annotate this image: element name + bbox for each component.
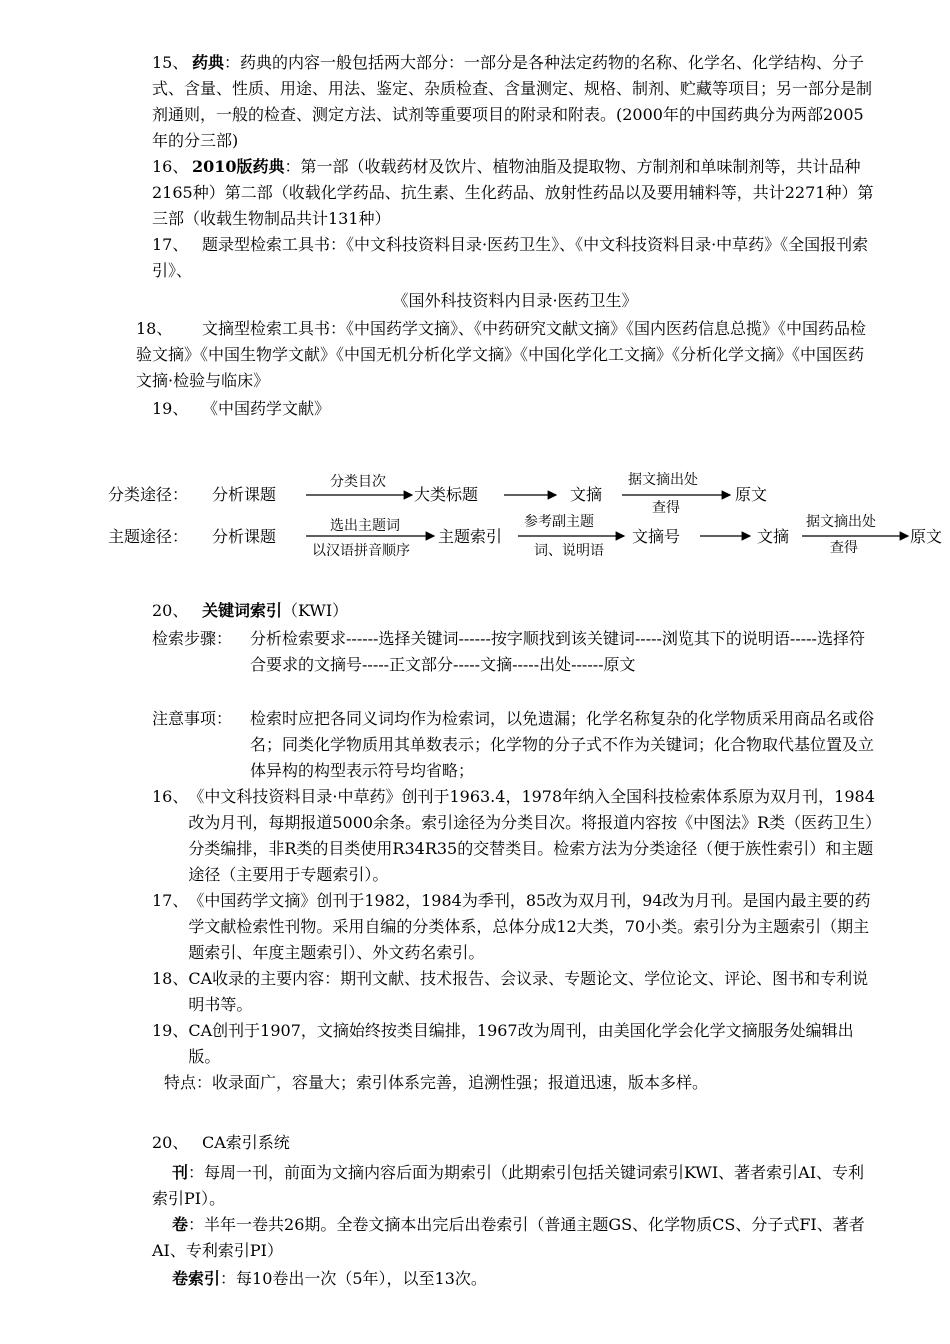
item-body: 《中国药学文献》: [202, 399, 331, 418]
flow-row2-node2: 主题索引: [438, 527, 503, 546]
item-body: 题录型检索工具书：《中文科技资料目录·医药卫生》、《中文科技资料目录·中草药》《全国报刊索引》、: [152, 235, 869, 280]
item-number: 20、: [152, 601, 189, 620]
notes: [152, 706, 878, 784]
item-body: ：半年一卷共26期。全卷文摘本出完后出卷索引（普通主题GS、化学物质CS、分子式FI、著者AI、专利索引PI）: [152, 1215, 865, 1260]
item-number: 18、: [136, 319, 173, 338]
item-body: 文摘型检索工具书：《中国药学文摘》、《中药研究文献文摘》《国内医药信息总揽》《中国药品检验文摘》《中国生物学文献》《中国无机分析化学文摘》《中国化学化工文摘》《分析化学文摘》《中国医药文摘·检验与临床》: [136, 319, 867, 390]
item-heading: 关键词索引: [202, 601, 283, 620]
item-number: 17、: [152, 891, 189, 910]
item-number: 18、: [152, 969, 189, 988]
item-tail: （KWI）: [282, 601, 349, 620]
item-number: 16、: [152, 787, 189, 806]
search-steps: [152, 626, 878, 678]
item-heading: 卷索引: [172, 1269, 221, 1288]
flow-arrow-label: 以汉语拼音顺序: [312, 543, 410, 559]
item-body: 《中文科技资料目录·中草药》创刊于1963.4，1978年纳入全国科技检索体系原为双月刊，1984改为月刊，每期报道5000余条。索引途径为分类目次。将报道内容按《中图法》R类（医药卫生）分类编排，非R类的目类使用R34R35的交替类目。检索方法为分类途径（便于族性索引）和主题途径（主要用于专题索引）。: [188, 787, 875, 884]
item-j19: [152, 1018, 878, 1070]
item-18: [136, 316, 878, 394]
flow-arrow-label: 分类目次: [330, 474, 386, 490]
ca-volume: [152, 1212, 878, 1264]
flow-row1-node3: 文摘: [570, 485, 603, 504]
flow-row2-start: 分析课题: [212, 527, 277, 546]
item-number: 15、: [152, 53, 189, 72]
flow-row1-start: 分析课题: [212, 485, 277, 504]
search-path-flow-diagram: [0, 460, 950, 570]
flow-arrow-label: 查得: [830, 540, 858, 556]
flow-arrow-label: 据文摘出处: [806, 514, 876, 530]
flow-arrow-label: 查得: [652, 500, 680, 516]
flow-arrow-label: 选出主题词: [330, 518, 400, 534]
flow-row1-node4: 原文: [735, 485, 768, 504]
notes-label: 注意事项：: [152, 709, 233, 728]
flow-arrow-label: 参考副主题: [524, 514, 594, 530]
item-body: CA收录的主要内容：期刊文献、技术报告、会议录、专题论文、学位论文、评论、图书和专利说明书等。: [188, 969, 869, 1014]
item-body: ：第一部（收载药材及饮片、植物油脂及提取物、方制剂和单味制剂等，共计品种2165种）第二部（收载化学药品、抗生素、生化药品、放射性药品以及要用辅料等，共计2271种）第三部（收载生物制品共计131种）: [152, 157, 874, 228]
steps-label: 检索步骤：: [152, 629, 233, 648]
steps-body: 分析检索要求------选择关键词------按字顺找到该关键词-----浏览其下的说明语-----选择符合要求的文摘号-----正文部分-----文摘-----出处------原文: [250, 629, 865, 674]
item-16: [152, 154, 878, 232]
item-heading: 卷: [172, 1215, 189, 1234]
item-body: 《中国药学文摘》创刊于1982，1984为季刊，85改为双月刊，94改为月刊。是国内最主要的药学文献检索性刊物。采用自编的分类体系，总体分成12大类，70小类。索引分为主题索引（期主题索引、年度主题索引）、外文药名索引。: [188, 891, 871, 962]
item-j18: [152, 966, 878, 1018]
item-heading: 2010版药典: [192, 157, 285, 176]
flow-row2-node3: 文摘号: [632, 527, 681, 546]
item-17: [152, 232, 878, 284]
flow-arrow-label: 据文摘出处: [628, 472, 698, 488]
flow-row2-node5: 原文: [910, 527, 943, 546]
item-heading: 刊: [172, 1163, 189, 1182]
flow-row2-node4: 文摘: [757, 527, 790, 546]
item-heading: 药典: [192, 53, 225, 72]
flow-row2-label: 主题途径：: [108, 527, 189, 546]
flow-row1-node2: 大类标题: [414, 485, 479, 504]
notes-body: 检索时应把各同义词均作为检索词，以免遗漏；化学名称复杂的化学物质采用商品名或俗名；同类化学物质用其单数表示；化学物的分子式不作为关键词；化合物取代基位置及立体异构的构型表示符号均省略；: [250, 709, 875, 780]
item-15: [152, 50, 878, 154]
item-17-center-line: 《国外科技资料内目录·医药卫生》: [392, 291, 638, 310]
ca-index-heading: [152, 1130, 878, 1156]
kwi-heading: [152, 598, 878, 624]
flow-arrow-label: 词、说明语: [534, 543, 604, 559]
ca-features: 特点：收录面广，容量大；索引体系完善，追溯性强；报道迅速，版本多样。: [164, 1073, 709, 1092]
ca-volume-index: [152, 1266, 878, 1292]
item-body: ：药典的内容一般包括两大部分：一部分是各种法定药物的名称、化学名、化学结构、分子式、含量、性质、用途、用法、鉴定、杂质检查、含量测定、规格、制剂、贮藏等项目；另一部分是制剂通则，一般的检查、测定方法、试剂等重要项目的附录和附表。(2000年的中国药典分为两部2005年的分三部): [152, 53, 873, 150]
ca-issue: [152, 1160, 878, 1212]
item-number: 16、: [152, 157, 189, 176]
item-j16: [152, 784, 878, 888]
item-19: [152, 396, 878, 422]
item-number: 17、: [152, 235, 189, 254]
item-number: 20、: [152, 1133, 189, 1152]
item-body: ：每周一刊，前面为文摘内容后面为期索引（此期索引包括关键词索引KWI、著者索引AI、专利索引PI）。: [152, 1163, 865, 1208]
item-body: ：每10卷出一次（5年），以至13次。: [220, 1269, 487, 1288]
item-j17: [152, 888, 878, 966]
item-body: CA索引系统: [202, 1133, 290, 1152]
item-number: 19、: [152, 1021, 189, 1040]
item-number: 19、: [152, 399, 189, 418]
item-body: CA创刊于1907，文摘始终按类目编排，1967改为周刊，由美国化学会化学文摘服务处编辑出版。: [188, 1021, 854, 1066]
flow-row1-label: 分类途径：: [108, 485, 189, 504]
